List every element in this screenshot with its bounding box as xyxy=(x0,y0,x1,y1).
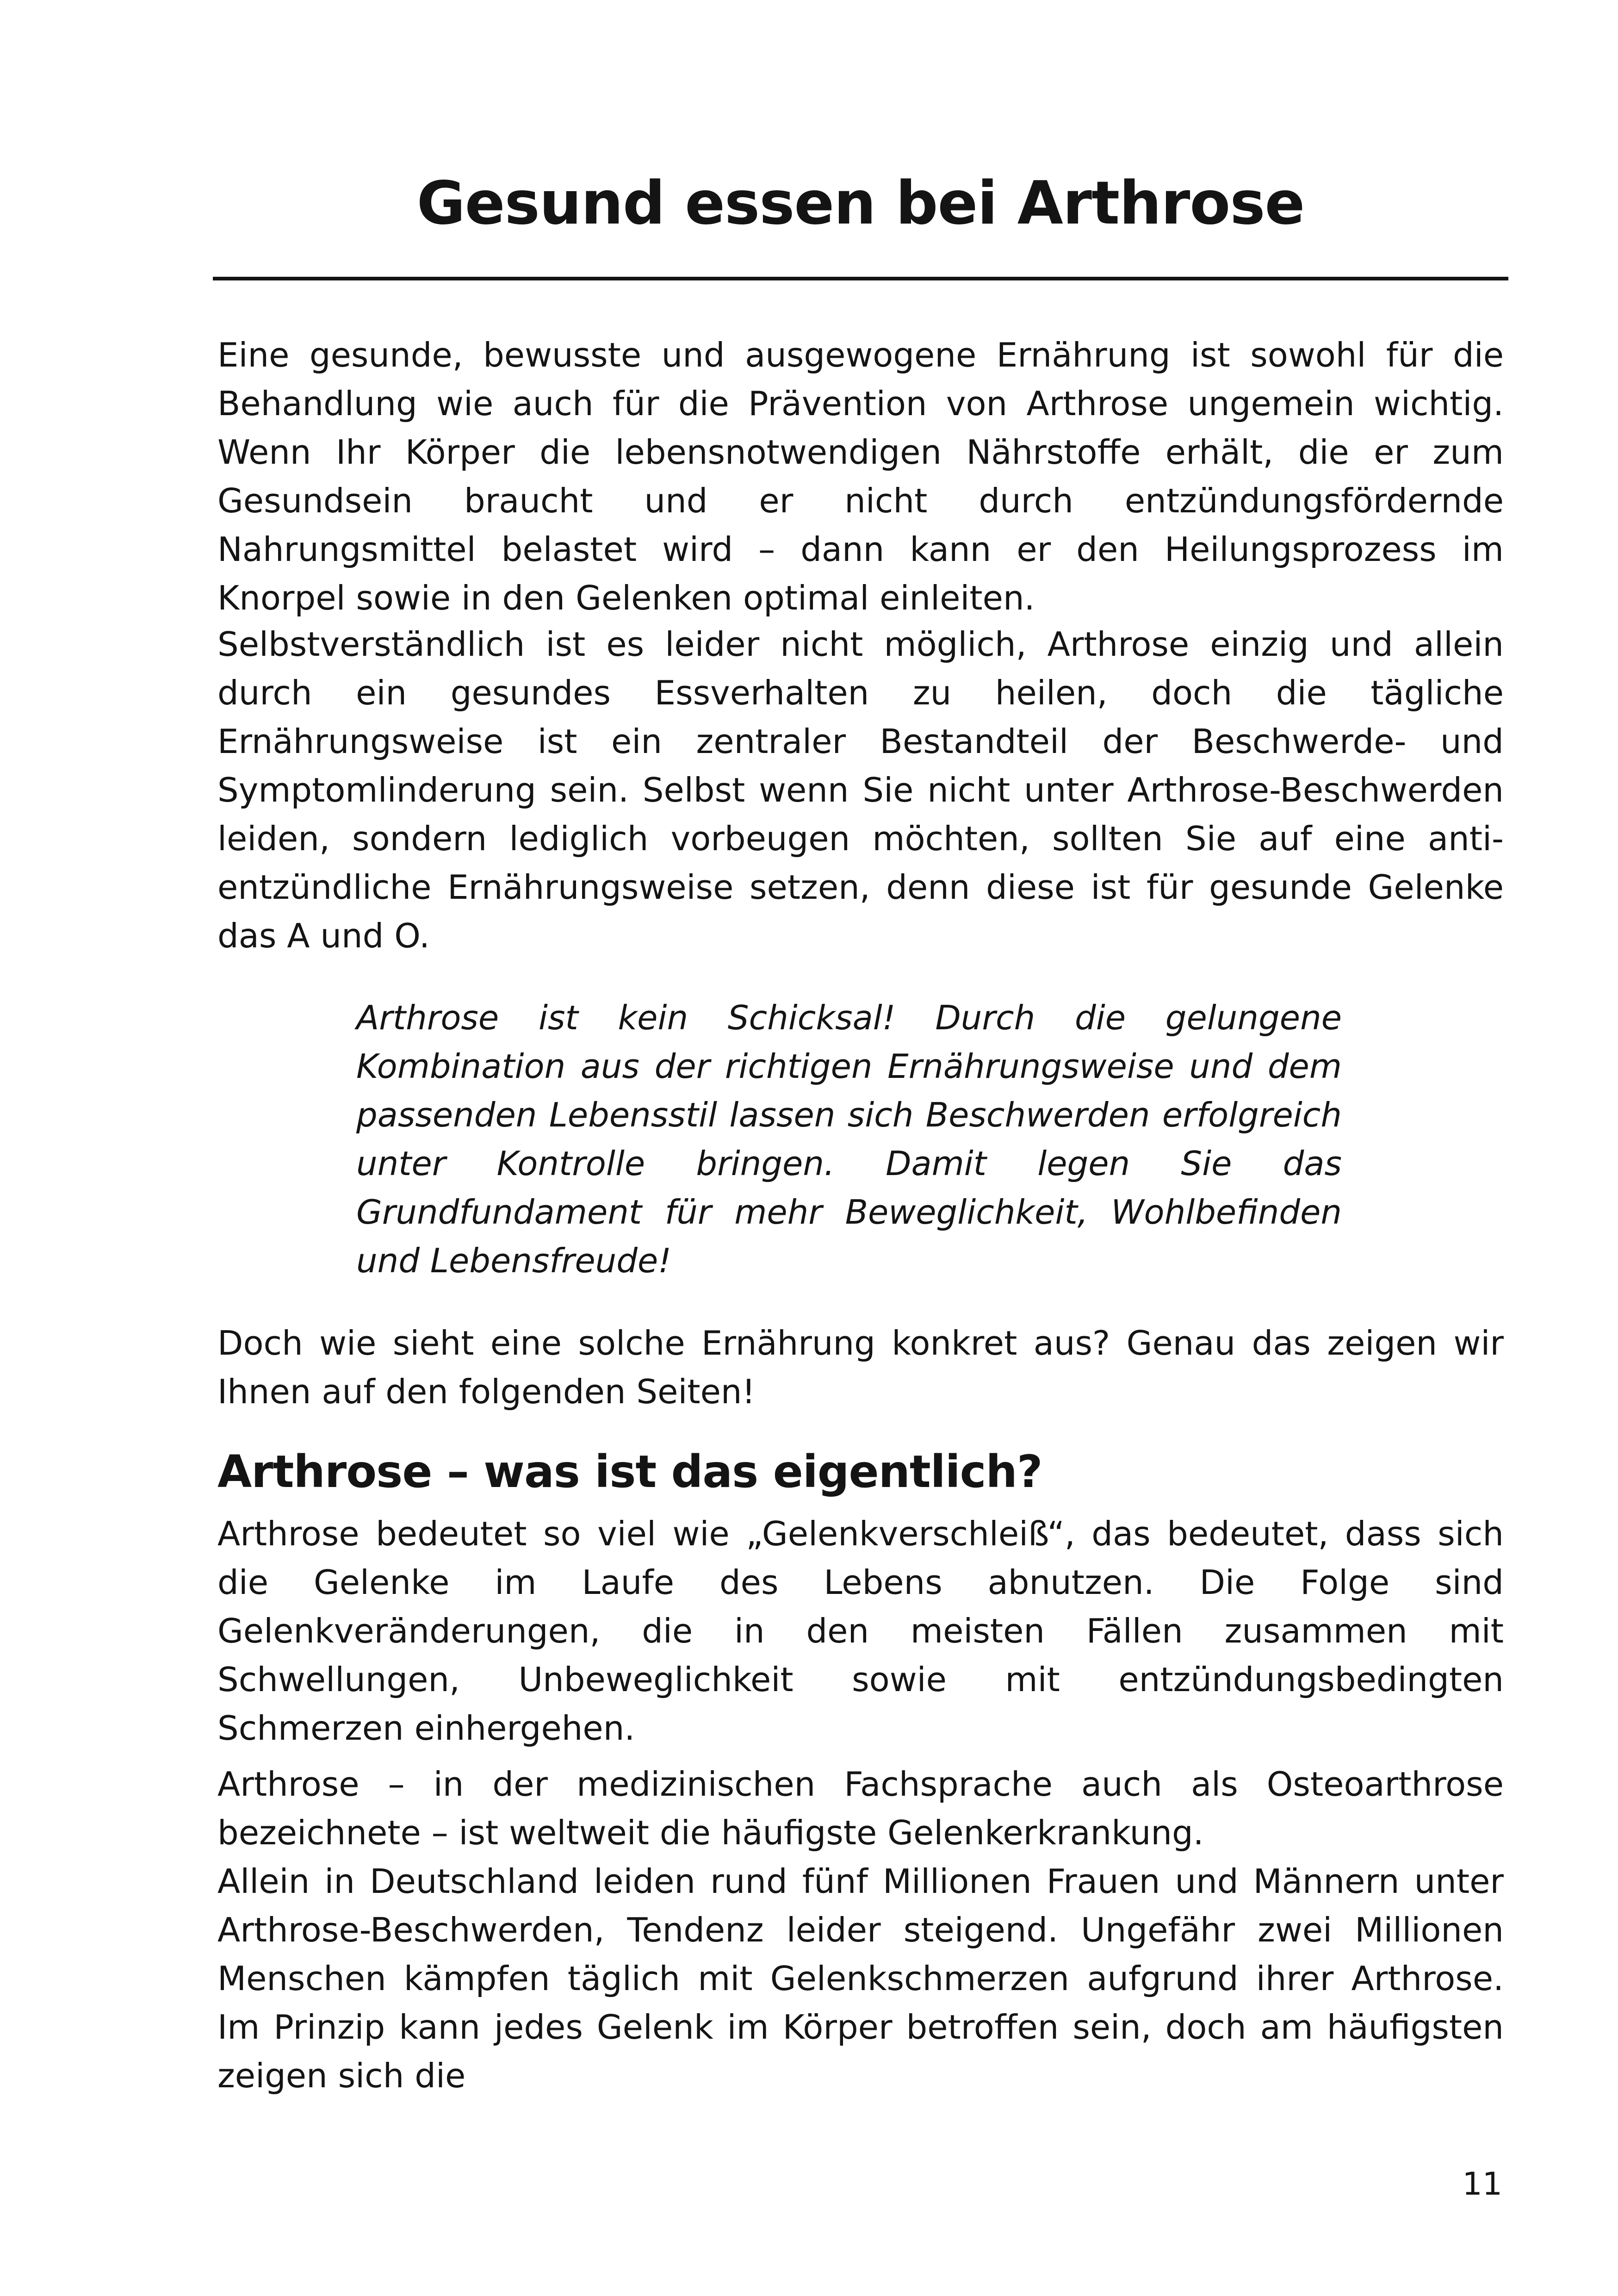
highlight-quote: Arthrose ist kein Schicksal! Durch die gelungene Kombination aus der richtigen Ernährungsweise und dem passenden Lebensstil lassen sich Beschwerden erfolgreich unter Kontrolle bringen. Damit legen Sie das Grundfundament für mehr Beweglichkeit, Wohlbefinden und Lebensfreude! xyxy=(356,998,1342,1280)
page-title: Gesund essen bei Arthrose xyxy=(416,169,1305,238)
page-number: 11 xyxy=(1462,2166,1502,2203)
section-heading: Arthrose – was ist das eigentlich? xyxy=(217,1446,1042,1498)
intro-paragraph-2: Selbstverständlich ist es leider nicht möglich, Arthrose einzig und allein durch ein gesundes Essverhalten zu heilen, doch die tägliche Ernährungsweise ist ein zentraler Bestandteil der Beschwerde- und Symptomlinderung sein. Selbst wenn Sie nicht unter Arthrose-Beschwerden leiden, sondern lediglich vorbeugen möchten, sollten Sie auf eine anti-entzündliche Ernährungsweise setzen, denn diese ist für gesunde Gelenke das A und O. xyxy=(217,625,1504,955)
intro-paragraph-3: Doch wie sieht eine solche Ernährung konkret aus? Genau das zeigen wir Ihnen auf den folgenden Seiten! xyxy=(217,1324,1504,1411)
section-paragraph-2: Arthrose – in der medizinischen Fachsprache auch als Osteoarthrose bezeichnete – ist weltweit die häufigste Gelenkerkrankung. xyxy=(217,1765,1504,1852)
section-paragraph-3: Allein in Deutschland leiden rund fünf Millionen Frauen und Männern unter Arthrose-Beschwerden, Tendenz leider steigend. Ungefähr zwei Millionen Menschen kämpfen täglich mit Gelenkschmerzen aufgrund ihrer Arthrose. Im Prinzip kann jedes Gelenk im Körper betroffen sein, doch am häufigsten zeigen sich die xyxy=(217,1862,1504,2095)
title-divider xyxy=(213,277,1508,280)
intro-paragraph-1: Eine gesunde, bewusste und ausgewogene Ernährung ist sowohl für die Behandlung wie auch für die Prävention von Arthrose ungemein wichtig. Wenn Ihr Körper die lebensnotwendigen Nährstoffe erhält, die er zum Gesundsein braucht und er nicht durch entzündungsfördernde Nahrungsmittel belastet wird – dann kann er den Heilungsprozess im Knorpel sowie in den Gelenken optimal einleiten. xyxy=(217,336,1504,617)
section-paragraph-1: Arthrose bedeutet so viel wie „Gelenkverschleiß“, das bedeutet, dass sich die Gelenke im Laufe des Lebens abnutzen. Die Folge sind Gelenkveränderungen, die in den meisten Fällen zusammen mit Schwellungen, Unbeweglichkeit sowie mit entzündungsbedingten Schmerzen einhergehen. xyxy=(217,1514,1504,1748)
